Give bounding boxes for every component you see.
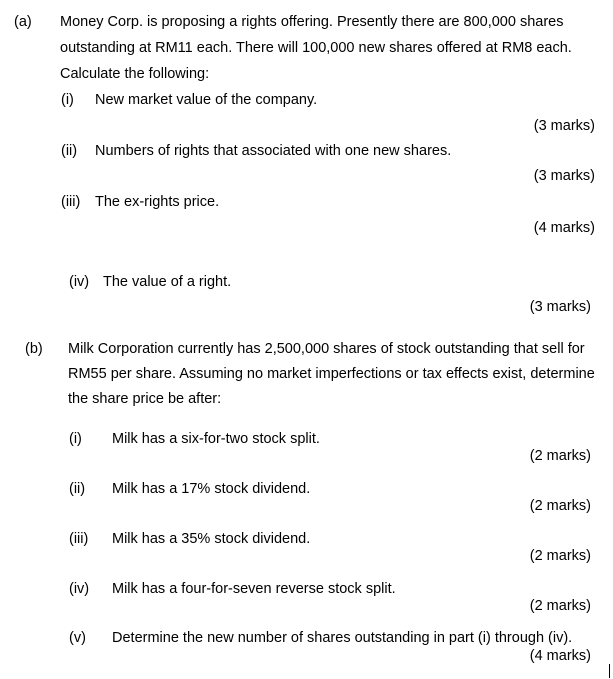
part-a-item-3-num: (iii) <box>61 194 81 210</box>
part-b-item-2-text: Milk has a 17% stock dividend. <box>112 481 311 497</box>
part-b-item-3-num: (iii) <box>69 531 89 547</box>
part-a-item-4-num: (iv) <box>69 274 90 290</box>
part-a-item-4-marks: (3 marks) <box>529 299 591 315</box>
part-b-item-1-num: (i) <box>69 431 82 447</box>
part-a-item-1-marks: (3 marks) <box>533 118 595 134</box>
part-a-intro-line-2: outstanding at RM11 each. There will 100,000 new shares offered at RM8 each. <box>60 40 572 56</box>
part-a-item-2-marks: (3 marks) <box>533 168 595 184</box>
part-a-item-2-num: (ii) <box>61 143 78 159</box>
part-a-item-3-marks: (4 marks) <box>533 220 595 236</box>
part-b-item-5-text: Determine the new number of shares outstanding in part (i) through (iv). <box>112 630 573 646</box>
part-b-item-4-marks: (2 marks) <box>529 598 591 614</box>
part-a-intro-line-1: Money Corp. is proposing a rights offering. Presently there are 800,000 shares <box>60 14 564 30</box>
part-a-item-4-text: The value of a right. <box>103 274 232 290</box>
part-b-item-2-marks: (2 marks) <box>529 498 591 514</box>
part-b-item-5-marks: (4 marks) <box>529 648 591 664</box>
part-b-item-3-marks: (2 marks) <box>529 548 591 564</box>
part-b-item-4-num: (iv) <box>69 581 90 597</box>
part-b-item-1-marks: (2 marks) <box>529 448 591 464</box>
part-b-item-4-text: Milk has a four-for-seven reverse stock split. <box>112 581 396 597</box>
part-a-item-3-text: The ex-rights price. <box>95 194 220 210</box>
text-cursor <box>609 664 610 678</box>
part-b-item-1-text: Milk has a six-for-two stock split. <box>112 431 320 447</box>
part-b-item-5-num: (v) <box>69 630 86 646</box>
part-b-intro-line-1: Milk Corporation currently has 2,500,000 shares of stock outstanding that sell for <box>68 341 585 357</box>
part-a-intro-line-3: Calculate the following: <box>60 66 210 82</box>
part-a-item-1-num: (i) <box>61 92 74 108</box>
part-b-intro-line-3: the share price be after: <box>68 391 222 407</box>
part-a-label: (a) <box>14 14 32 30</box>
part-b-label: (b) <box>25 341 43 357</box>
part-b-intro-line-2: RM55 per share. Assuming no market imperfections or tax effects exist, determine <box>68 366 595 382</box>
part-b-item-2-num: (ii) <box>69 481 86 497</box>
part-a-item-2-text: Numbers of rights that associated with one new shares. <box>95 143 452 159</box>
part-a-item-1-text: New market value of the company. <box>95 92 318 108</box>
part-b-item-3-text: Milk has a 35% stock dividend. <box>112 531 311 547</box>
